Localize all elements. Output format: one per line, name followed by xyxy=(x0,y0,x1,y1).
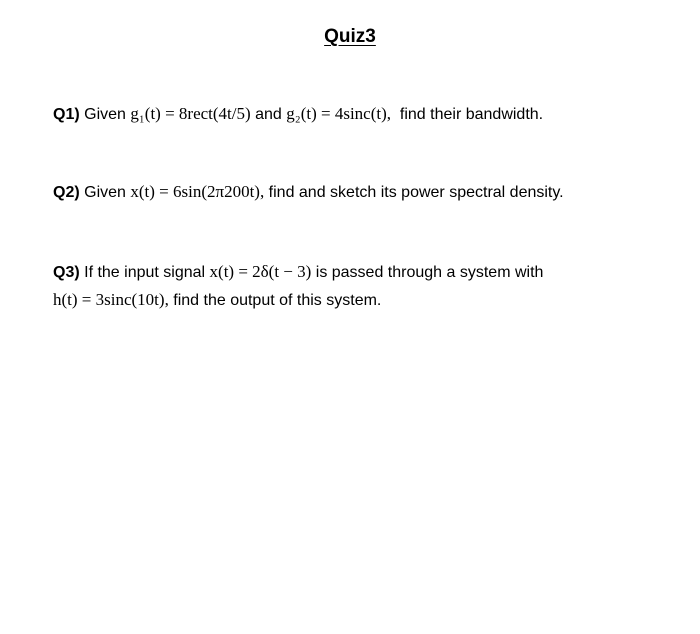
math-expression: g₁(t) = 8rect(4t/5) xyxy=(130,104,251,123)
question-text: find and sketch its power spectral density. xyxy=(264,184,564,201)
question-text: find the output of this system. xyxy=(168,292,382,309)
math-expression: h(t) = 3sinc(10t), xyxy=(53,290,169,309)
question-2 xyxy=(53,178,673,206)
math-expression: x(t) = 2δ(t − 3) xyxy=(209,262,312,281)
page-title: Quiz3 xyxy=(324,26,376,47)
math-expression: x(t) = 6sin(2π200t), xyxy=(130,182,265,201)
question-text: Given xyxy=(79,106,131,123)
question-3 xyxy=(53,258,673,314)
question-1 xyxy=(53,100,673,128)
question-number: Q2) xyxy=(53,184,80,201)
math-expression: g₂(t) = 4sinc(t), xyxy=(286,104,392,123)
question-text: and xyxy=(250,106,287,123)
question-text: is passed through a system with xyxy=(311,264,544,281)
question-text: Given xyxy=(79,184,131,201)
question-text: If the input signal xyxy=(79,264,210,281)
question-number: Q1) xyxy=(53,106,80,123)
question-number: Q3) xyxy=(53,264,80,281)
question-text: find their bandwidth. xyxy=(391,106,544,123)
